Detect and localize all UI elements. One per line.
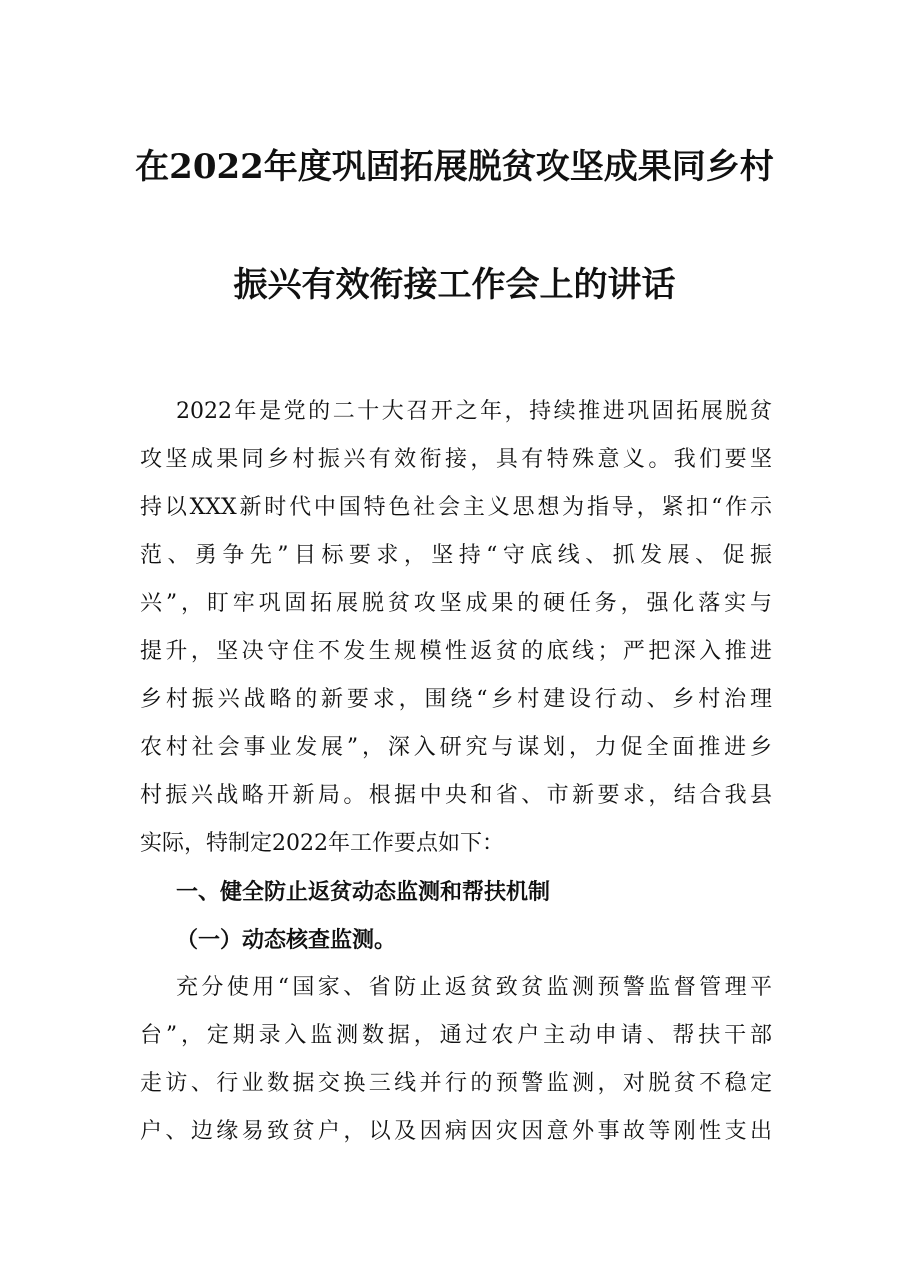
intro-paragraph-line: 范、勇争先”目标要求，坚持“守底线、抓发展、促振	[140, 543, 772, 568]
document-title-line-1: 在2022年度巩固拓展脱贫攻坚成果同乡村	[135, 147, 774, 187]
body-paragraph-line: 充分使用“国家、省防止返贫致贫监测预警监督管理平	[176, 975, 772, 1000]
intro-paragraph-line: 实际，特制定2022年工作要点如下：	[140, 831, 504, 856]
intro-paragraph-line: 兴”，盯牢巩固拓展脱贫攻坚成果的硬任务，强化落实与	[140, 591, 772, 616]
intro-paragraph-line: 乡村振兴战略的新要求，围绕“乡村建设行动、乡村治理	[140, 687, 772, 712]
section-heading: 一、健全防止返贫动态监测和帮扶机制	[176, 879, 551, 905]
body-paragraph-line: 走访、行业数据交换三线并行的预警监测，对脱贫不稳定	[140, 1071, 772, 1096]
intro-paragraph-line: 2022年是党的二十大召开之年，持续推进巩固拓展脱贫	[176, 399, 772, 424]
body-paragraph-line: 户、边缘易致贫户，以及因病因灾因意外事故等刚性支出	[140, 1119, 772, 1144]
intro-paragraph-line: 村振兴战略开新局。根据中央和省、市新要求，结合我县	[140, 783, 772, 808]
document-title-line-2: 振兴有效衔接工作会上的讲话	[233, 265, 676, 305]
body-paragraph-line: 台”，定期录入监测数据，通过农户主动申请、帮扶干部	[140, 1023, 772, 1048]
intro-paragraph-line: 持以XXX新时代中国特色社会主义思想为指导，紧扣“作示	[140, 495, 772, 520]
subsection-heading: （一）动态核查监测。	[176, 927, 397, 953]
intro-paragraph-line: 攻坚成果同乡村振兴有效衔接，具有特殊意义。我们要坚	[140, 447, 772, 472]
intro-paragraph-line: 农村社会事业发展”，深入研究与谋划，力促全面推进乡	[140, 735, 772, 760]
intro-paragraph-line: 提升，坚决守住不发生规模性返贫的底线；严把深入推进	[140, 639, 772, 664]
